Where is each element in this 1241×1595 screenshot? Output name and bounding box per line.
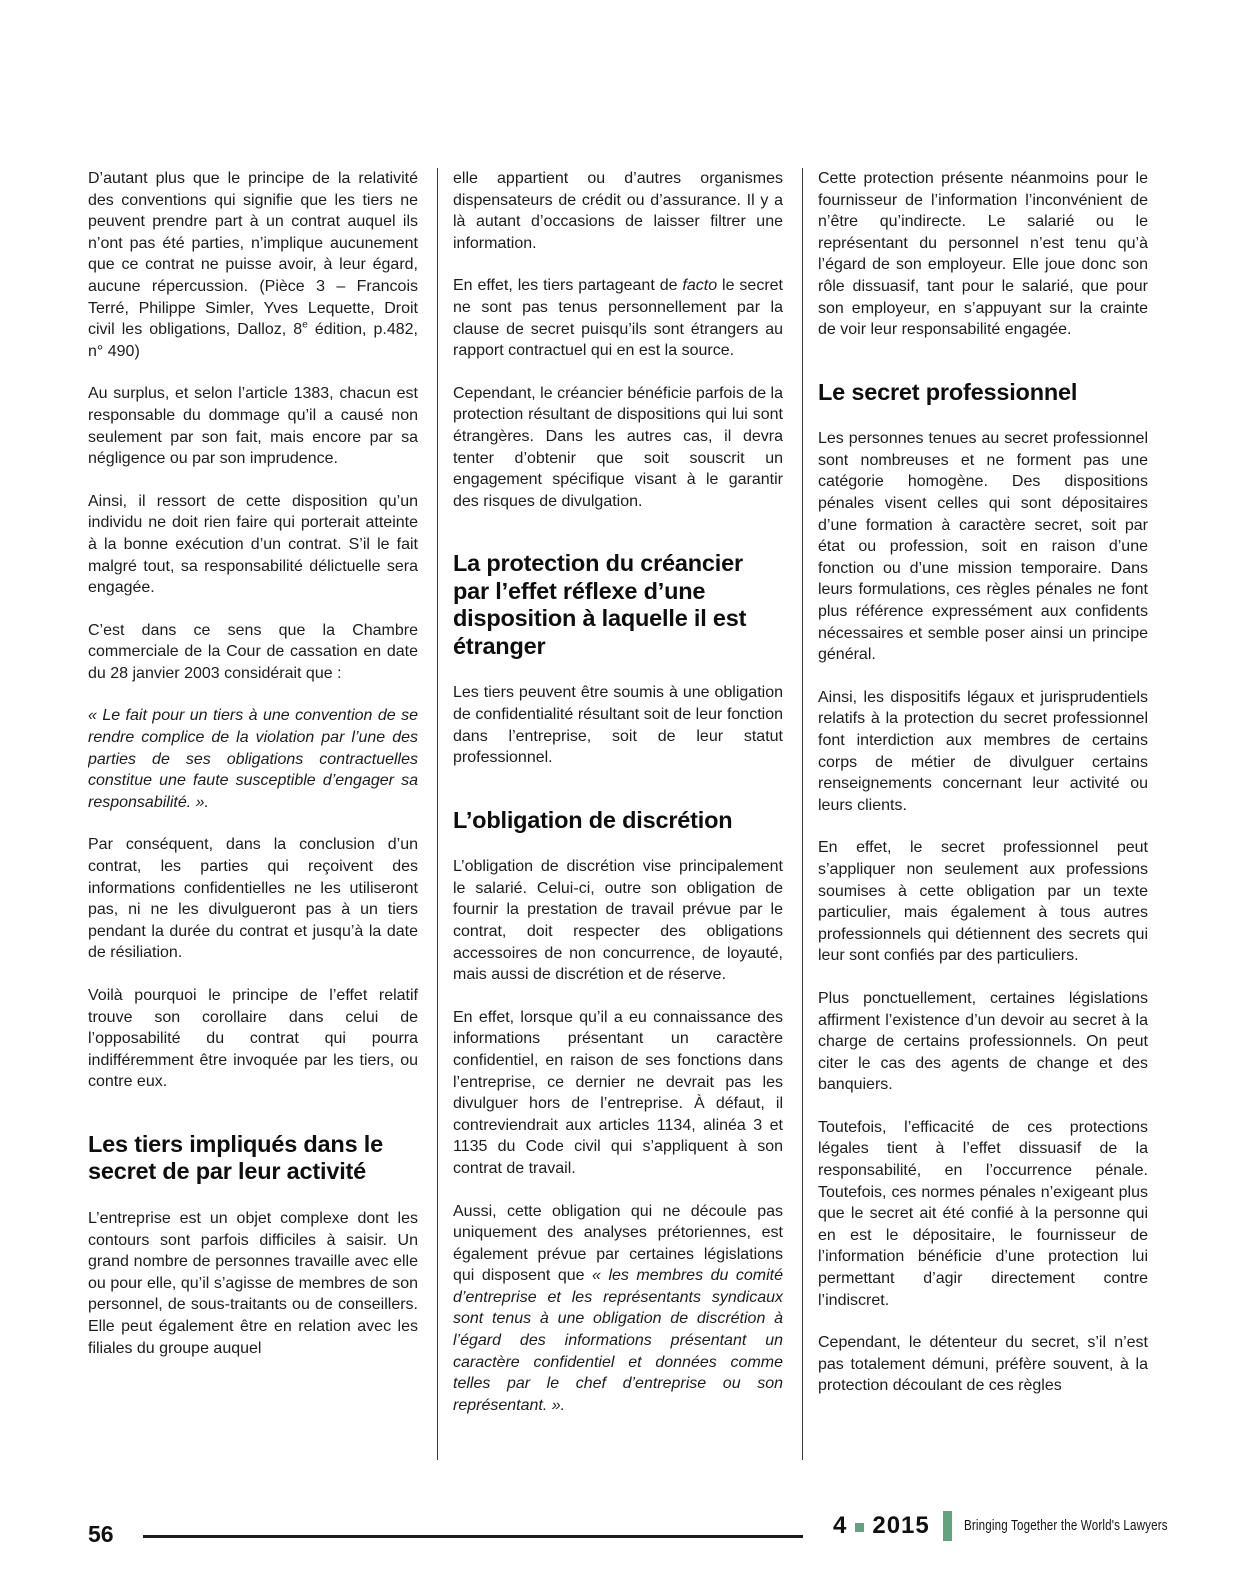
tagline-separator-bar-icon	[943, 1511, 952, 1541]
paragraph: D’autant plus que le principe de la relativité des conventions qui signifie que les tiers ne peuvent prendre part à un contrat auquel ils n’ont pas été parties, n’implique aucunement que ce contrat ne puisse avoir, à leur égard, aucune répercussion. (Pièce 3 – Francois Terré, Philippe Simler, Yves Lequette, Droit civil les obligations, Dalloz, 8e édition, p.482, n° 490)	[88, 170, 419, 360]
paragraph: En effet, le secret professionnel peut s’appliquer non seulement aux professions soumises à cette obligation par un texte particulier, mais également à tous autres professionnels qui détiennent des secrets qui leur sont confiés par des particuliers.	[818, 839, 1148, 965]
footer-rule	[143, 1535, 803, 1538]
paragraph: L’entreprise est un objet complexe dont les contours sont parfois difficiles à saisir. Un grand nombre de personnes travaille avec elle ou pour elle, qu’il s’agisse de membres de son personnel, de sous-traitants ou de conseillers. Elle peut également être en relation avec les filiales du groupe auquel	[88, 1209, 418, 1357]
column-3	[802, 168, 1148, 1460]
paragraph: Plus ponctuellement, certaines législations affirment l’existence d’un devoir au secret à la charge de certains professionnels. On peut citer le cas des agents de change et des banquiers.	[818, 989, 1148, 1094]
paragraph: Toutefois, l’efficacité de ces protections légales tient à l’effet dissuasif de la responsabilité, en l’occurrence pénale. Toutefois, ces normes pénales n’exigeant plus que le secret ait été confié à la personne qui en est le dépositaire, le fournisseur de l’information bénéficie d’une protection lui permettant d’agir directement contre l’indiscret.	[818, 1118, 1148, 1309]
paragraph: Par conséquent, dans la conclusion d’un contrat, les parties qui reçoivent des informations confidentielles ne les utiliseront pas, ni ne les divulgueront pas à un tiers pendant la durée du contrat et jusqu’à la date de résiliation.	[88, 836, 418, 962]
paragraph: Les tiers peuvent être soumis à une obligation de confidentialité résultant soit de leur fonction dans l’entreprise, soit de leur statut professionnel.	[453, 684, 783, 767]
section-heading: Le secret professionnel	[818, 378, 1078, 405]
journal-tagline: Bringing Together the World's Lawyers	[963, 1518, 1168, 1534]
paragraph: Ainsi, il ressort de cette disposition qu’un individu ne doit rien faire qui porterait atteinte à la bonne exécution d’un contrat. S’il le fait malgré tout, sa responsabilité délictuelle sera engagée.	[88, 492, 418, 597]
paragraph: En effet, les tiers partageant de facto le secret ne sont pas tenus personnellement par la clause de secret puisqu’ils sont étrangers au rapport contractuel qui en est la source.	[453, 277, 783, 360]
column-2	[437, 168, 783, 1460]
issue-separator-square-icon	[855, 1523, 864, 1532]
paragraph: Voilà pourquoi le principe de l’effet relatif trouve son corollaire dans celui de l’opposabilité du contrat qui pourra indifféremment être invoquée par les tiers, ou contre eux.	[88, 987, 418, 1091]
article-columns	[88, 168, 1155, 1460]
paragraph: Au surplus, et selon l’article 1383, chacun est responsable du dommage qu’il a causé non seulement par son fait, mais encore par sa négligence ou par son imprudence.	[88, 385, 418, 468]
footer-issue-info	[833, 1508, 1218, 1544]
page-number: 56	[88, 1521, 114, 1547]
paragraph: Cependant, le détenteur du secret, s’il n’est pas totalement démuni, préfère souvent, à la protection découlant de ces règles	[818, 1334, 1148, 1395]
column-1	[88, 168, 418, 1460]
paragraph: Aussi, cette obligation qui ne découle pas uniquement des analyses prétoriennes, est également prévue par certaines législations qui disposent que « les membres du comité d’entreprise et les représentants syndicaux sont tenus à une obligation de discrétion à l’égard des informations présentant un caractère confidentiel et données comme telles par le chef d’entreprise ou son représentant. ».	[453, 1202, 784, 1414]
paragraph: C’est dans ce sens que la Chambre commerciale de la Cour de cassation en date du 28 janvier 2003 considérait que :	[88, 621, 418, 682]
paragraph: L’obligation de discrétion vise principalement le salarié. Celui-ci, outre son obligation de fournir la prestation de travail prévue par le contrat, doit respecter des obligations accessoires de non concurrence, de loyauté, mais aussi de discrétion et de réserve.	[453, 858, 783, 984]
paragraph: En effet, lorsque qu’il a eu connaissance des informations présentant un caractère confidentiel, en raison de ses fonctions dans l’entreprise, ce dernier ne devrait pas les divulguer hors de l’entreprise. À défaut, il contreviendrait aux articles 1134, alinéa 3 et 1135 du Code civil qui s’appliquent à son contrat de travail.	[453, 1008, 783, 1177]
paragraph: elle appartient ou d’autres organismes dispensateurs de crédit ou d’assurance. Il y a là autant d’occasions de laisser filtrer une information.	[453, 170, 783, 252]
quote-paragraph: « Le fait pour un tiers à une convention de se rendre complice de la violation par l’une des parties de ses obligations contractuelles constitue une faute susceptible d’engager sa responsabilité. ».	[88, 707, 418, 811]
issue-number: 4	[833, 1512, 848, 1539]
paragraph: Les personnes tenues au secret professionnel sont nombreuses et ne forment pas une catégorie homogène. Des dispositions pénales visent celles qui sont dépositaires d’une formation à caractère secret, soit par état ou profession, soit en raison d’une fonction ou d’une mission temporaire. Dans leurs formulations, ces règles pénales ne font plus référence expressément aux confidents nécessaires et semble poser ainsi un principe général.	[818, 430, 1148, 664]
section-heading: Les tiers impliqués dans le secret de par leur activité	[88, 1130, 383, 1185]
paragraph: Cette protection présente néanmoins pour le fournisseur de l’information l’inconvénient de n’être qu’indirecte. Le salarié ou le représentant du personnel n’est tenu qu’à l’égard de son employeur. Elle joue donc son rôle dissuasif, tant pour le salarié, que pour son employeur, en s’appuyant sur la crainte de voir leur responsabilité engagée.	[818, 170, 1148, 339]
paragraph: Cependant, le créancier bénéficie parfois de la protection résultant de dispositions qui lui sont étrangères. Dans les autres cas, il devra tenter d’obtenir que soit souscrit un engagement spécifique visant à le garantir des risques de divulgation.	[453, 384, 783, 510]
issue-year: 2015	[872, 1512, 930, 1539]
paragraph: Ainsi, les dispositifs légaux et jurisprudentiels relatifs à la protection du secret professionnel font interdiction aux membres de certains corps de métier de divulguer certains renseignements concernant leur activité ou leurs clients.	[818, 688, 1148, 814]
section-heading: L’obligation de discrétion	[453, 806, 733, 833]
section-heading: La protection du créancier par l’effet réflexe d’une disposition à laquelle il est étranger	[453, 550, 747, 659]
